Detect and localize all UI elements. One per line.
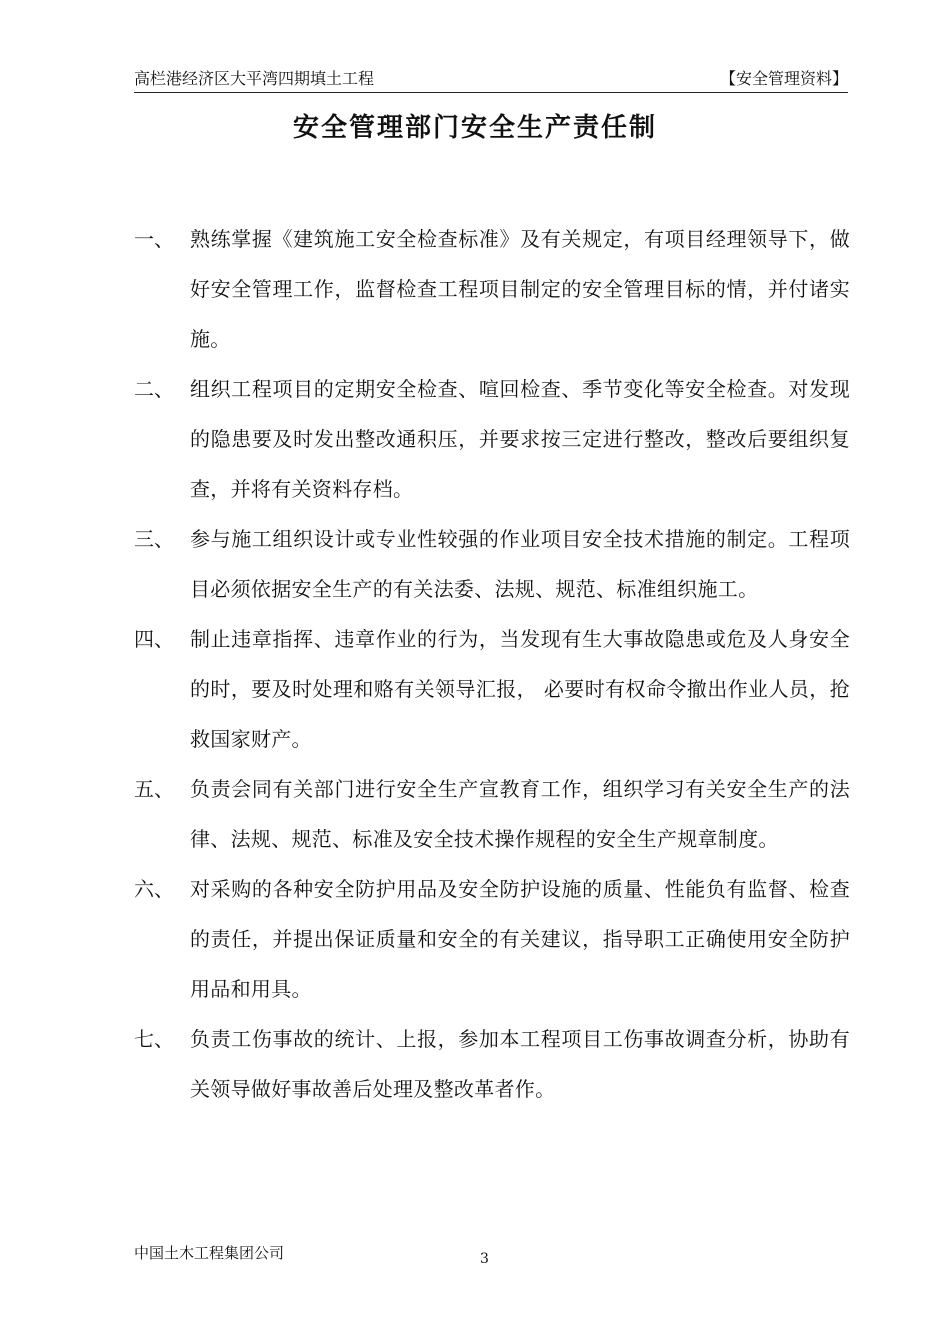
item-number: 二、 bbox=[134, 377, 174, 401]
item-number: 七、 bbox=[134, 1027, 174, 1051]
item-text: 负责会同有关部门进行安全生产宣教育工作，组织学习有关安全生产的法律、法规、规范、标准及安全技术操作规程的安全生产规章制度。 bbox=[190, 777, 850, 851]
page-number: 3 bbox=[480, 1251, 489, 1267]
list-item bbox=[134, 1014, 854, 1114]
document-title: 安全管理部门安全生产责任制 bbox=[292, 113, 657, 143]
item-text: 制止违章指挥、违章作业的行为，当发现有生大事故隐患或危及人身安全的时，要及时处理和赂有关领导汇报， 必要时有权命令撤出作业人员，抢救国家财产。 bbox=[190, 627, 850, 751]
item-text: 负责工伤事故的统计、上报，参加本工程项目工伤事故调查分析，协助有关领导做好事故善后处理及整改革者作。 bbox=[190, 1027, 850, 1101]
item-number: 四、 bbox=[134, 627, 174, 651]
page-header bbox=[134, 68, 848, 93]
list-item bbox=[134, 614, 854, 764]
item-text: 熟练掌握《建筑施工安全检查标准》及有关规定，有项目经理领导下，做好安全管理工作，监督检查工程项目制定的安全管理目标的情，并付诸实施。 bbox=[190, 227, 850, 351]
list-item bbox=[134, 364, 854, 514]
list-item bbox=[134, 864, 854, 1014]
item-number: 六、 bbox=[134, 877, 174, 901]
header-project-name: 高栏港经济区大平湾四期填土工程 bbox=[134, 69, 375, 88]
list-item bbox=[134, 514, 854, 614]
item-number: 一、 bbox=[134, 227, 174, 251]
item-text: 对采购的各种安全防护用品及安全防护设施的质量、性能负有监督、检查的责任，并提出保证质量和安全的有关建议，指导职工正确使用安全防护用品和用具。 bbox=[190, 877, 850, 1001]
list-item bbox=[134, 214, 854, 364]
item-text: 参与施工组织设计或专业性较强的作业项目安全技术措施的制定。工程项目必须依据安全生产的有关法委、法规、规范、标准组织施工。 bbox=[190, 527, 850, 601]
list-item bbox=[134, 764, 854, 864]
footer-company-name: 中国土木工程集团公司 bbox=[134, 1244, 285, 1262]
header-section-label: 【安全管理资料】 bbox=[719, 69, 848, 88]
item-number: 五、 bbox=[134, 777, 174, 801]
item-number: 三、 bbox=[134, 527, 174, 551]
responsibility-list bbox=[134, 214, 854, 1114]
item-text: 组织工程项目的定期安全检查、喧回检查、季节变化等安全检查。对发现的隐患要及时发出整改通积压，并要求按三定进行整改，整改后要组织复查，并将有关资料存档。 bbox=[190, 377, 850, 501]
